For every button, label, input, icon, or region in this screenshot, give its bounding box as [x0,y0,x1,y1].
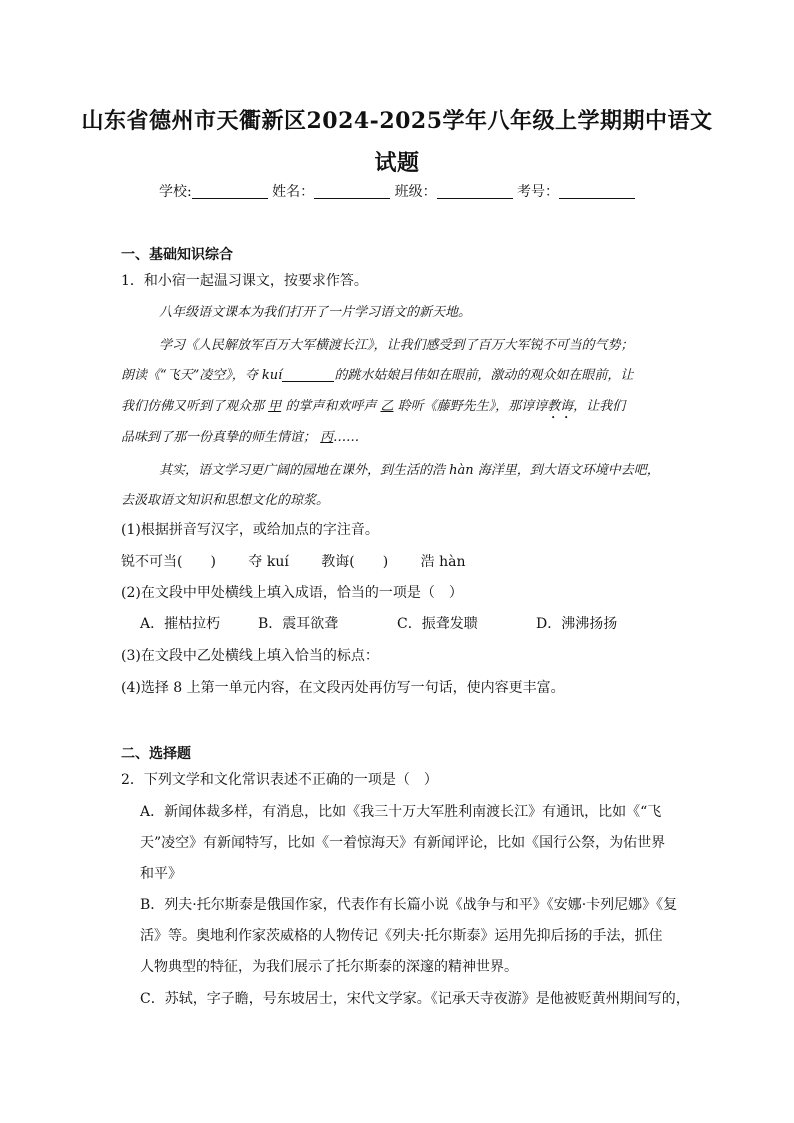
exam-no-label: 考号： [517,184,560,200]
dotted-word: 教诲 [547,399,574,414]
student-info-row [0,181,794,201]
q1-sub2: (2)在文段中甲处横线上填入成语，恰当的一项是（ ） [121,585,463,601]
q1-sub3: (3)在文段中乙处横线上填入恰当的标点： [121,648,379,664]
school-blank [192,185,268,199]
blank-yi: 乙 [380,399,394,414]
q2-option-c-line-1: C．苏轼，字子瞻，号东坡居士，宋代文学家。《记承天寺夜游》是他被贬黄州期间写的， [140,991,690,1007]
q1-stem: 1．和小宿一起温习课文，按要求作答。 [121,273,368,289]
passage-line-6: 其实，语文学习更广阔的园地在课外，到生活的浩 hàn 海洋里，到大语文环境中去吧， [159,463,660,478]
q2-option-b-line-1: B．列夫·托尔斯泰是俄国作家，代表作有长篇小说《战争与和平》《安娜·卡列尼娜》《复 [140,897,678,913]
blank-bing: 丙 [320,430,334,445]
passage-text: …… [333,430,360,445]
passage-line-4 [121,395,625,422]
section-2-heading: 二、选择题 [121,746,191,762]
q1-sub2-option-a: A．摧枯拉朽 [140,616,221,632]
q2-option-a-line-2: 天”凌空》有新闻特写，比如《一着惊海天》有新闻评论，比如《国行公祭，为佑世界 [140,835,666,851]
passage-line-3 [121,364,633,383]
blank-jia: 甲 [268,399,282,414]
exam-no-blank [559,185,635,199]
sub1-item: 锐不可当( ) [121,554,216,570]
class-blank [437,185,513,199]
q1-sub4: (4)选择 8 上第一单元内容，在文段丙处再仿写一句话，使内容更丰富。 [121,680,565,696]
sub1-item: 夺 kuí [248,554,289,570]
name-blank [314,185,390,199]
q2-option-a-line-3: 和平》 [140,866,182,882]
title-line-1: 山东省德州市天衢新区2024-2025学年八年级上学期期中语文 [81,108,713,134]
passage-text: 的掌声和欢呼声 [285,399,377,414]
passage-line-1: 八年级语文课本为我们打开了一片学习语文的新天地。 [159,305,472,320]
q2-option-b-line-3: 人物典型的特征，为我们展示了托尔斯泰的深邃的精神世界。 [140,959,518,975]
sub1-item: 教诲( ) [321,554,389,570]
q2-option-a-line-1: A．新闻体裁多样，有消息，比如《我三十万大军胜利南渡长江》有通讯，比如《“飞 [140,804,662,820]
q1-sub1-items [121,551,466,571]
q1-sub2-option-b: B．震耳欲聋 [258,616,339,632]
school-label: 学校: [158,184,192,200]
passage-text: 聆听《藤野先生》，那谆谆 [397,399,548,414]
q2-stem: 2．下列文学和文化常识表述不正确的一项是（ ） [121,772,438,788]
passage-text: 朗读《“飞天”凌空》，夺 kuí [121,368,283,383]
passage-line-5 [121,426,359,445]
q1-sub2-option-c: C．振聋发聩 [397,616,478,632]
q1-sub2-option-d: D．沸沸扬扬 [536,616,618,632]
passage-text: 的跳水姑娘吕伟如在眼前，激动的观众如在眼前，让 [334,368,634,383]
passage-line-7: 去汲取语文知识和思想文化的琼浆。 [121,493,330,508]
name-label: 姓名： [272,184,315,200]
q2-option-b-line-2: 活》等。奥地利作家茨威格的人物传记《列夫·托尔斯泰》运用先抑后扬的手法，抓住 [140,928,663,944]
class-label: 班级： [394,184,437,200]
sub1-item: 浩 hàn [420,554,466,570]
section-1-heading: 一、基础知识综合 [121,247,233,263]
kui-blank [282,369,334,382]
passage-text: 品味到了那一份真挚的师生情谊； [121,430,317,445]
passage-text: 我们仿佛又听到了观众那 [121,399,265,414]
passage-line-2: 学习《人民解放军百万大军横渡长江》，让我们感受到了百万大军锐不可当的气势； [159,338,634,353]
title-line-2: 试题 [374,150,420,176]
q1-sub1: (1)根据拼音写汉字，或给加点的字注音。 [121,522,379,538]
passage-text: ，让我们 [573,399,626,414]
